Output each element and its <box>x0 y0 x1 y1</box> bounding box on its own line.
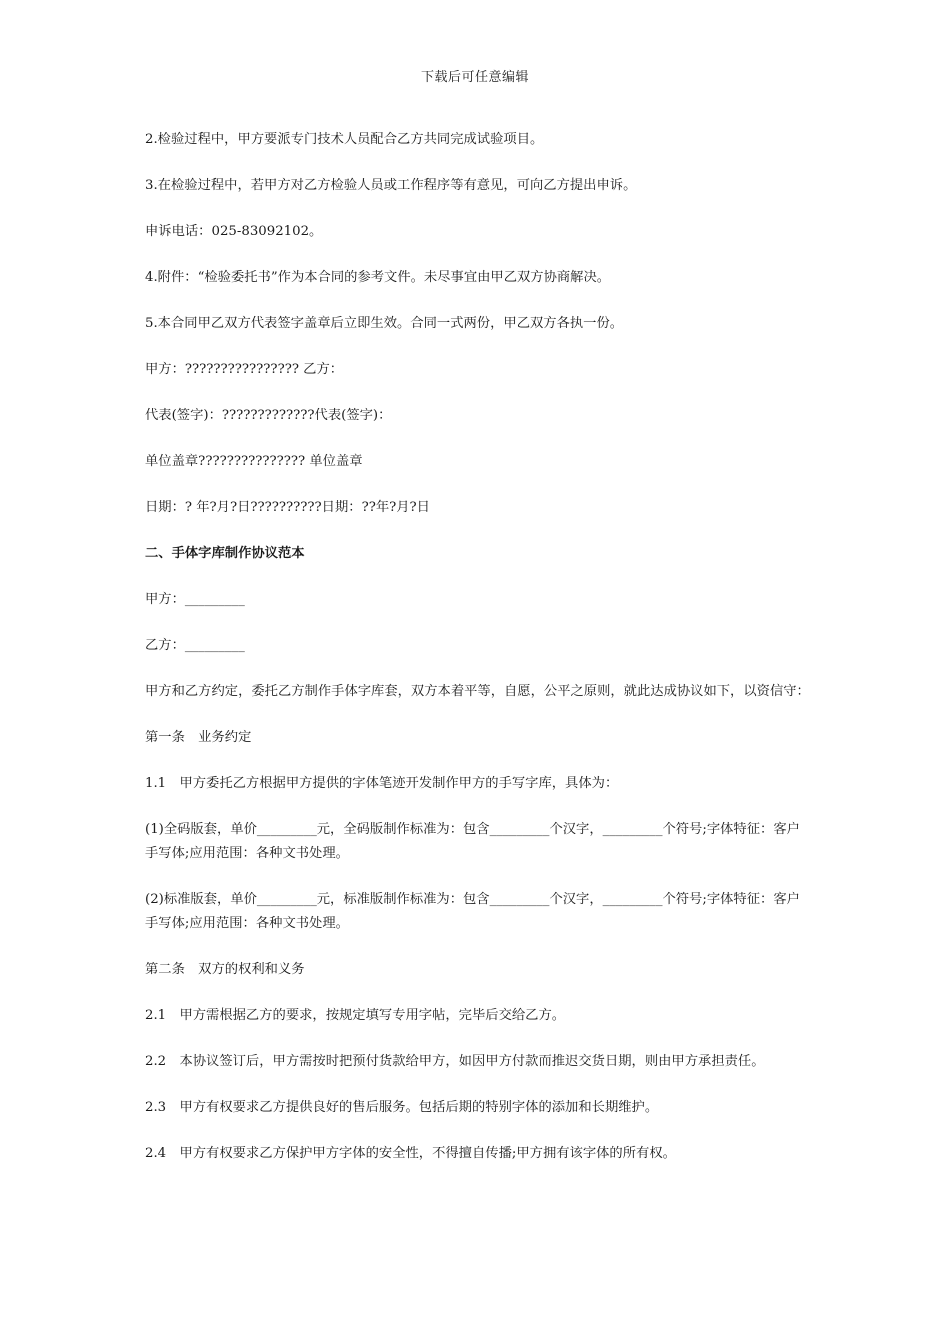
document-body <box>145 128 810 1188</box>
paragraph: 2.4 甲方有权要求乙方保护甲方字体的安全性，不得擅自传播;甲方拥有该字体的所有权。 <box>145 1146 676 1161</box>
paragraph: 甲方和乙方约定，委托乙方制作手体字库套，双方本着平等，自愿，公平之原则，就此达成协议如下，以资信守： <box>145 684 810 699</box>
paragraph: 2.3 甲方有权要求乙方提供良好的售后服务。包括后期的特别字体的添加和长期维护。 <box>145 1100 659 1115</box>
paragraph: 日期：? 年?月?日??????????日期：??年?月?日 <box>145 500 430 515</box>
paragraph: 3.在检验过程中，若甲方对乙方检验人员或工作程序等有意见，可向乙方提出申诉。 <box>145 178 637 193</box>
paragraph: 甲方：???????????????? 乙方： <box>145 362 344 377</box>
paragraph: 2.2 本协议签订后，甲方需按时把预付货款给甲方，如因甲方付款而推迟交货日期，则由甲方承担责任。 <box>145 1054 765 1069</box>
paragraph: 5.本合同甲乙双方代表签字盖章后立即生效。合同一式两份，甲乙双方各执一份。 <box>145 316 624 331</box>
paragraph: 申诉电话：025-83092102。 <box>145 224 323 239</box>
paragraph: (2)标准版套，单价_________元，标准版制作标准为：包含_________个汉字，_________个符号;字体特征：客户手写体;应用范围：各种文书处理。 <box>145 892 800 931</box>
paragraph: 代表(签字)：?????????????代表(签字)： <box>145 408 392 423</box>
paragraph: 单位盖章??????????????? 单位盖章 <box>145 454 363 469</box>
section-heading: 二、手体字库制作协议范本 <box>145 546 305 561</box>
paragraph: 2.检验过程中，甲方要派专门技术人员配合乙方共同完成试验项目。 <box>145 132 544 147</box>
page-header: 下载后可任意编辑 <box>420 70 529 85</box>
paragraph: 第一条 业务约定 <box>145 730 252 745</box>
paragraph: 乙方：_________ <box>145 638 245 653</box>
paragraph: 第二条 双方的权利和义务 <box>145 962 305 977</box>
paragraph: (1)全码版套，单价_________元，全码版制作标准为：包含_________个汉字，_________个符号;字体特征：客户手写体;应用范围：各种文书处理。 <box>145 822 800 861</box>
paragraph: 甲方：_________ <box>145 592 245 607</box>
paragraph: 1.1 甲方委托乙方根据甲方提供的字体笔迹开发制作甲方的手写字库，具体为： <box>145 776 619 791</box>
paragraph: 4.附件：“检验委托书”作为本合同的参考文件。未尽事宜由甲乙双方协商解决。 <box>145 270 611 285</box>
paragraph: 2.1 甲方需根据乙方的要求，按规定填写专用字帖，完毕后交给乙方。 <box>145 1008 566 1023</box>
